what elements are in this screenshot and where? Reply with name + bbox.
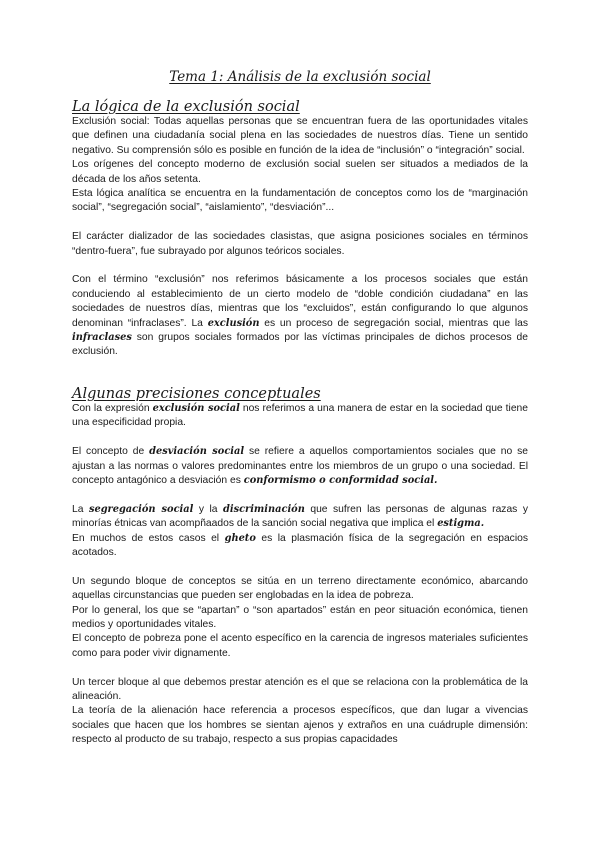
text-run: se refiere a aquellos comportamientos sociales que no se ajustan a las normas o valores predominantes entre los miembros de un grupo o una sociedad. El concepto antagónico a desviación es <box>72 446 529 487</box>
text-run: es la plasmación física de la segregación en espacios acotados. <box>72 532 528 559</box>
text-run: Con el término “exclusión” nos referimos básicamente a los procesos sociales que están conduciendo al establecimiento de un cierto modelo de “doble condición ciudadana” en las sociedades de nuestros días, mientras que los “excluidos”, están configurando lo que algunos denominan “infraclases”. La <box>72 274 528 329</box>
paragraph: Esta lógica analítica se encuentra en la fundamentación de conceptos como los de “marginación social”, “segregación social”, “aislamiento”, “desviación”... <box>72 188 528 214</box>
text-run: El concepto de <box>72 446 150 458</box>
text-run: nos referimos a una manera de estar en la sociedad que tiene una especificidad propia. <box>72 403 529 429</box>
paragraph <box>72 445 528 488</box>
paragraph: Por lo general, los que se “apartan” o “son apartados” están en peor situación económica, tienen medios y oportunidades vitales. <box>72 604 528 631</box>
paragraph <box>72 402 528 431</box>
emphasis-term: segregación social <box>88 503 194 515</box>
emphasis-term: exclusión <box>207 317 260 329</box>
paragraph <box>72 532 528 561</box>
paragraph: Un segundo bloque de conceptos se sitúa en un terreno directamente económico, abarcando aquellas circunstancias que pueden ser englobadas en la idea de pobreza. <box>72 575 528 602</box>
emphasis-term: gheto <box>224 532 256 544</box>
document-title: Tema 1: Análisis de la exclusión social <box>169 69 431 85</box>
spacer <box>72 661 528 675</box>
text-run: y la <box>193 503 223 515</box>
text-run: que sufren las personas de algunas razas y minorías étnicas van acompñaados de la sanción social negativa que implica el <box>72 503 528 530</box>
spacer <box>72 560 528 574</box>
emphasis-term: infraclases <box>72 332 132 344</box>
emphasis-term: discriminación <box>223 503 305 515</box>
section-body-logica <box>72 115 528 360</box>
paragraph <box>72 273 528 359</box>
section-heading-logica: La lógica de la exclusión social <box>72 99 300 115</box>
emphasis-term: exclusión social <box>152 403 240 414</box>
paragraph: Los orígenes del concepto moderno de exclusión social suelen ser situados a mediados de la década de los años setenta. <box>72 159 528 185</box>
paragraph: Un tercer bloque al que debemos prestar atención es el que se relaciona con la problemática de la alineación. <box>72 676 528 703</box>
paragraph <box>72 503 528 532</box>
emphasis-term: desviación social <box>149 446 245 458</box>
spacer <box>72 216 528 230</box>
spacer <box>72 259 528 273</box>
emphasis-term: estigma. <box>437 518 485 530</box>
spacer <box>72 431 528 445</box>
text-run: son grupos sociales formados por las víctimas principales de dichos procesos de exclusión. <box>72 332 528 358</box>
paragraph: El concepto de pobreza pone el acento específico en la carencia de ingresos materiales suficientes como para poder vivir dignamente. <box>72 633 528 659</box>
section-body-precisiones <box>72 402 528 748</box>
emphasis-term: conformismo o conformidad social. <box>243 475 438 487</box>
section-heading-precisiones: Algunas precisiones conceptuales <box>72 386 321 402</box>
text-run: es un proceso de segregación social, mientras que las <box>259 317 528 329</box>
paragraph: El carácter dializador de las sociedades clasistas, que asigna posiciones sociales en términos “dentro-fuera”, fue subrayado por algunos teóricos sociales. <box>72 231 528 257</box>
text-run: Con la expresión <box>72 403 153 414</box>
text-run: La <box>72 503 89 515</box>
spacer <box>72 488 528 502</box>
paragraph: Exclusión social: Todas aquellas personas que se encuentran fuera de las oportunidades vitales que definen una ciudadanía social plena en las sociedades de nuestros días. Tiene un sentido negativo. Su comprensión sólo es posible en función de la idea de “inclusión” o “integración” social. <box>72 116 528 156</box>
paragraph: La teoría de la alienación hace referencia a procesos específicos, que dan lugar a vivencias sociales que hacen que los hombres se sientan ajenos y extraños en una cuádruple dimensión: respecto al producto de su trabajo, respecto a sus propias capacidades <box>72 705 528 746</box>
text-run: En muchos de estos casos el <box>72 532 225 544</box>
